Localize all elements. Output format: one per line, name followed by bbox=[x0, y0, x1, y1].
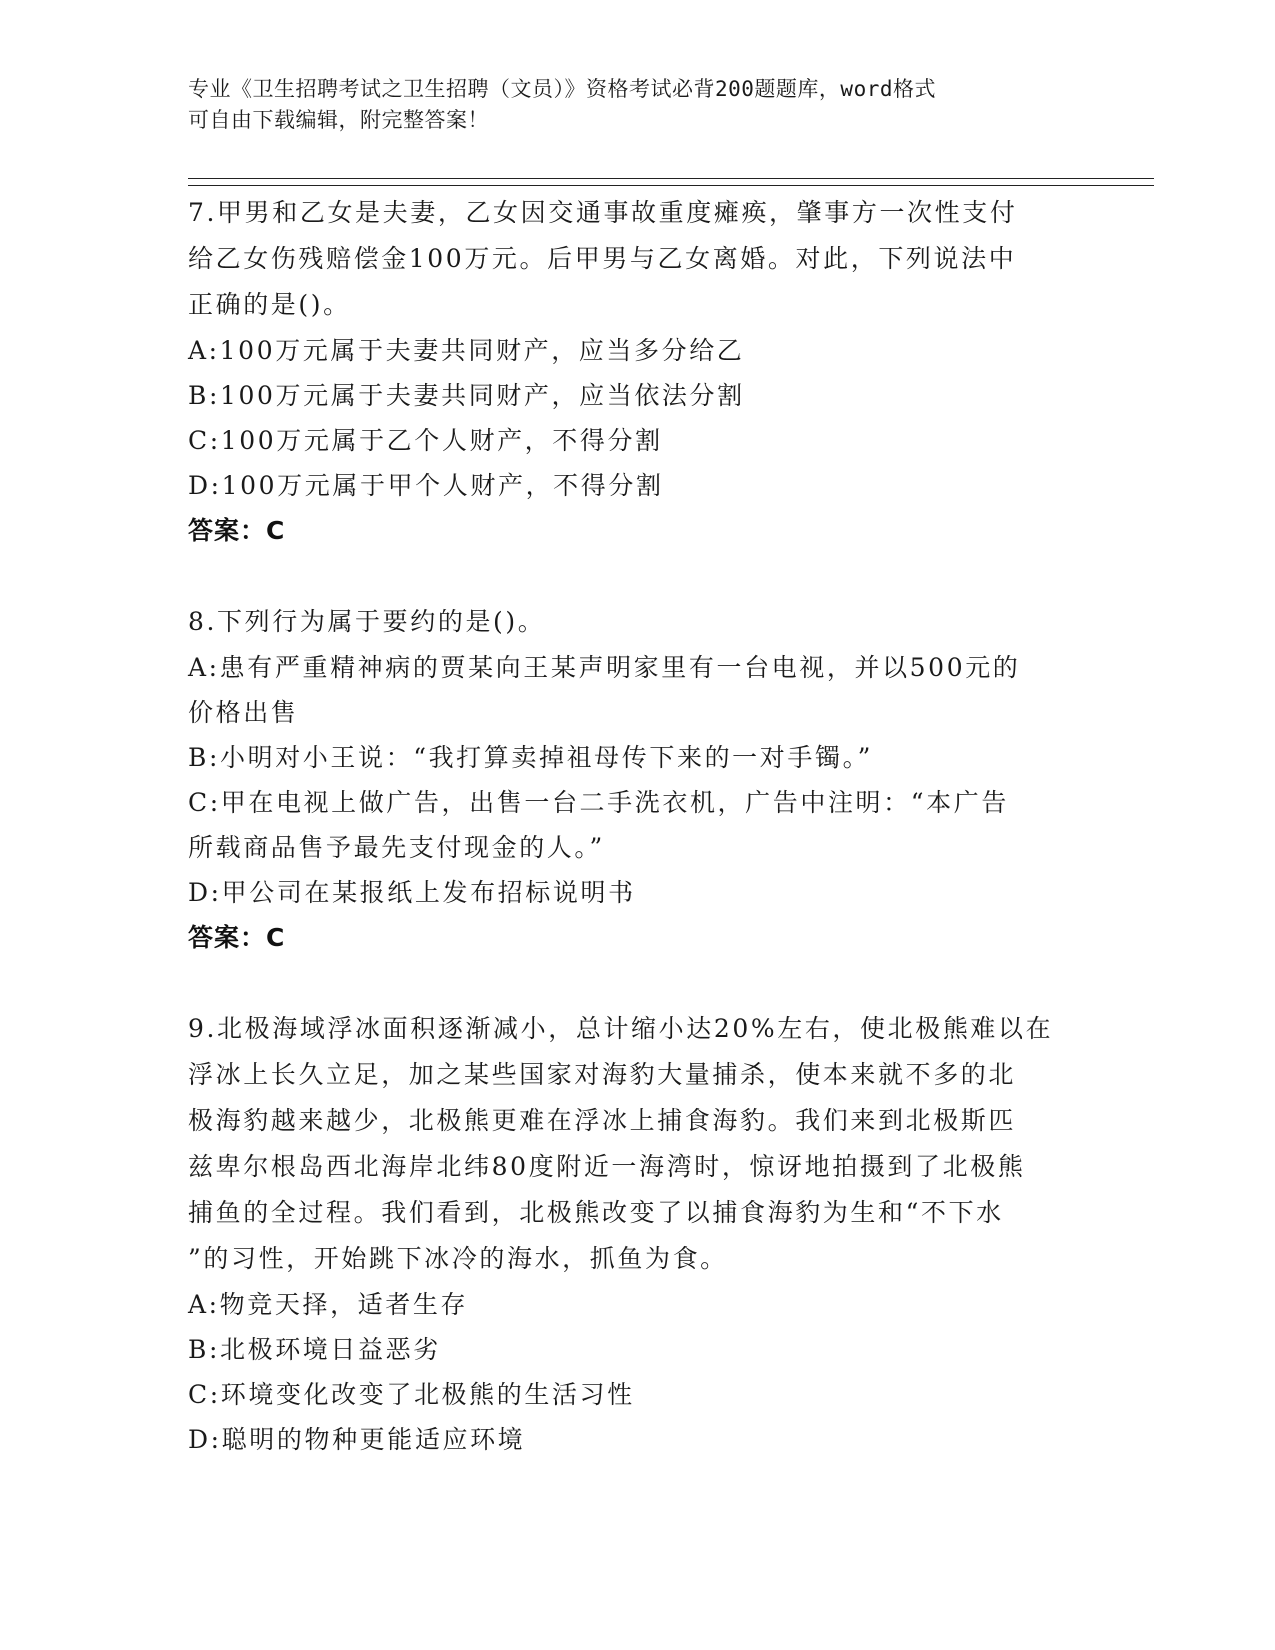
header-rule-bottom bbox=[188, 185, 1154, 186]
option-line: A:100万元属于夫妻共同财产，应当多分给乙 bbox=[188, 336, 745, 365]
question-stem-line: 正确的是()。 bbox=[188, 290, 351, 319]
option-line: 所载商品售予最先支付现金的人。” bbox=[188, 833, 605, 862]
question-stem-line: 浮冰上长久立足，加之某些国家对海豹大量捕杀，使本来就不多的北 bbox=[188, 1060, 1017, 1089]
question-stem-line: 捕鱼的全过程。我们看到，北极熊改变了以捕食海豹为生和“不下水 bbox=[188, 1198, 1004, 1227]
question-list bbox=[188, 190, 1088, 1507]
question-stem-line: 7.甲男和乙女是夫妻，乙女因交通事故重度瘫痪，肇事方一次性支付 bbox=[188, 198, 1018, 227]
question-block bbox=[188, 1006, 1088, 1462]
answer-label: 答案：C bbox=[188, 923, 286, 952]
question-block bbox=[188, 190, 1088, 554]
question-stem-line: 8.下列行为属于要约的是()。 bbox=[188, 607, 546, 636]
question-stem-line: 兹卑尔根岛西北海岸北纬80度附近一海湾时，惊讶地拍摄到了北极熊 bbox=[188, 1152, 1026, 1181]
question-stem-line: ”的习性，开始跳下冰冷的海水，抓鱼为食。 bbox=[188, 1244, 728, 1273]
header-rule-top bbox=[188, 178, 1154, 179]
option-line: C:100万元属于乙个人财产，不得分割 bbox=[188, 426, 663, 455]
answer-label: 答案：C bbox=[188, 516, 286, 545]
option-line: B:小明对小王说：“我打算卖掉祖母传下来的一对手镯。” bbox=[188, 743, 874, 772]
question-stem-line: 极海豹越来越少，北极熊更难在浮冰上捕食海豹。我们来到北极斯匹 bbox=[188, 1106, 1017, 1135]
question-stem-line: 给乙女伤残赔偿金100万元。后甲男与乙女离婚。对此，下列说法中 bbox=[188, 244, 1017, 273]
option-line: A:患有严重精神病的贾某向王某声明家里有一台电视，并以500元的 bbox=[188, 653, 1021, 682]
header-line-2: 可自由下载编辑，附完整答案！ bbox=[188, 108, 489, 132]
option-line: 价格出售 bbox=[188, 698, 299, 727]
option-line: C:环境变化改变了北极熊的生活习性 bbox=[188, 1380, 635, 1409]
option-line: A:物竞天择，适者生存 bbox=[188, 1290, 469, 1319]
option-line: B:北极环境日益恶劣 bbox=[188, 1335, 441, 1364]
option-line: D:100万元属于甲个人财产，不得分割 bbox=[188, 471, 664, 500]
header-line-1: 专业《卫生招聘考试之卫生招聘（文员）》资格考试必背200题题库，word格式 bbox=[188, 77, 936, 101]
question-block bbox=[188, 599, 1088, 961]
option-line: D:甲公司在某报纸上发布招标说明书 bbox=[188, 878, 636, 907]
page-header bbox=[188, 74, 1068, 136]
option-line: B:100万元属于夫妻共同财产，应当依法分割 bbox=[188, 381, 745, 410]
option-line: C:甲在电视上做广告，出售一台二手洗衣机，广告中注明：“本广告 bbox=[188, 788, 1009, 817]
option-line: D:聪明的物种更能适应环境 bbox=[188, 1425, 526, 1454]
question-stem-line: 9.北极海域浮冰面积逐渐减小，总计缩小达20%左右，使北极熊难以在 bbox=[188, 1014, 1054, 1043]
